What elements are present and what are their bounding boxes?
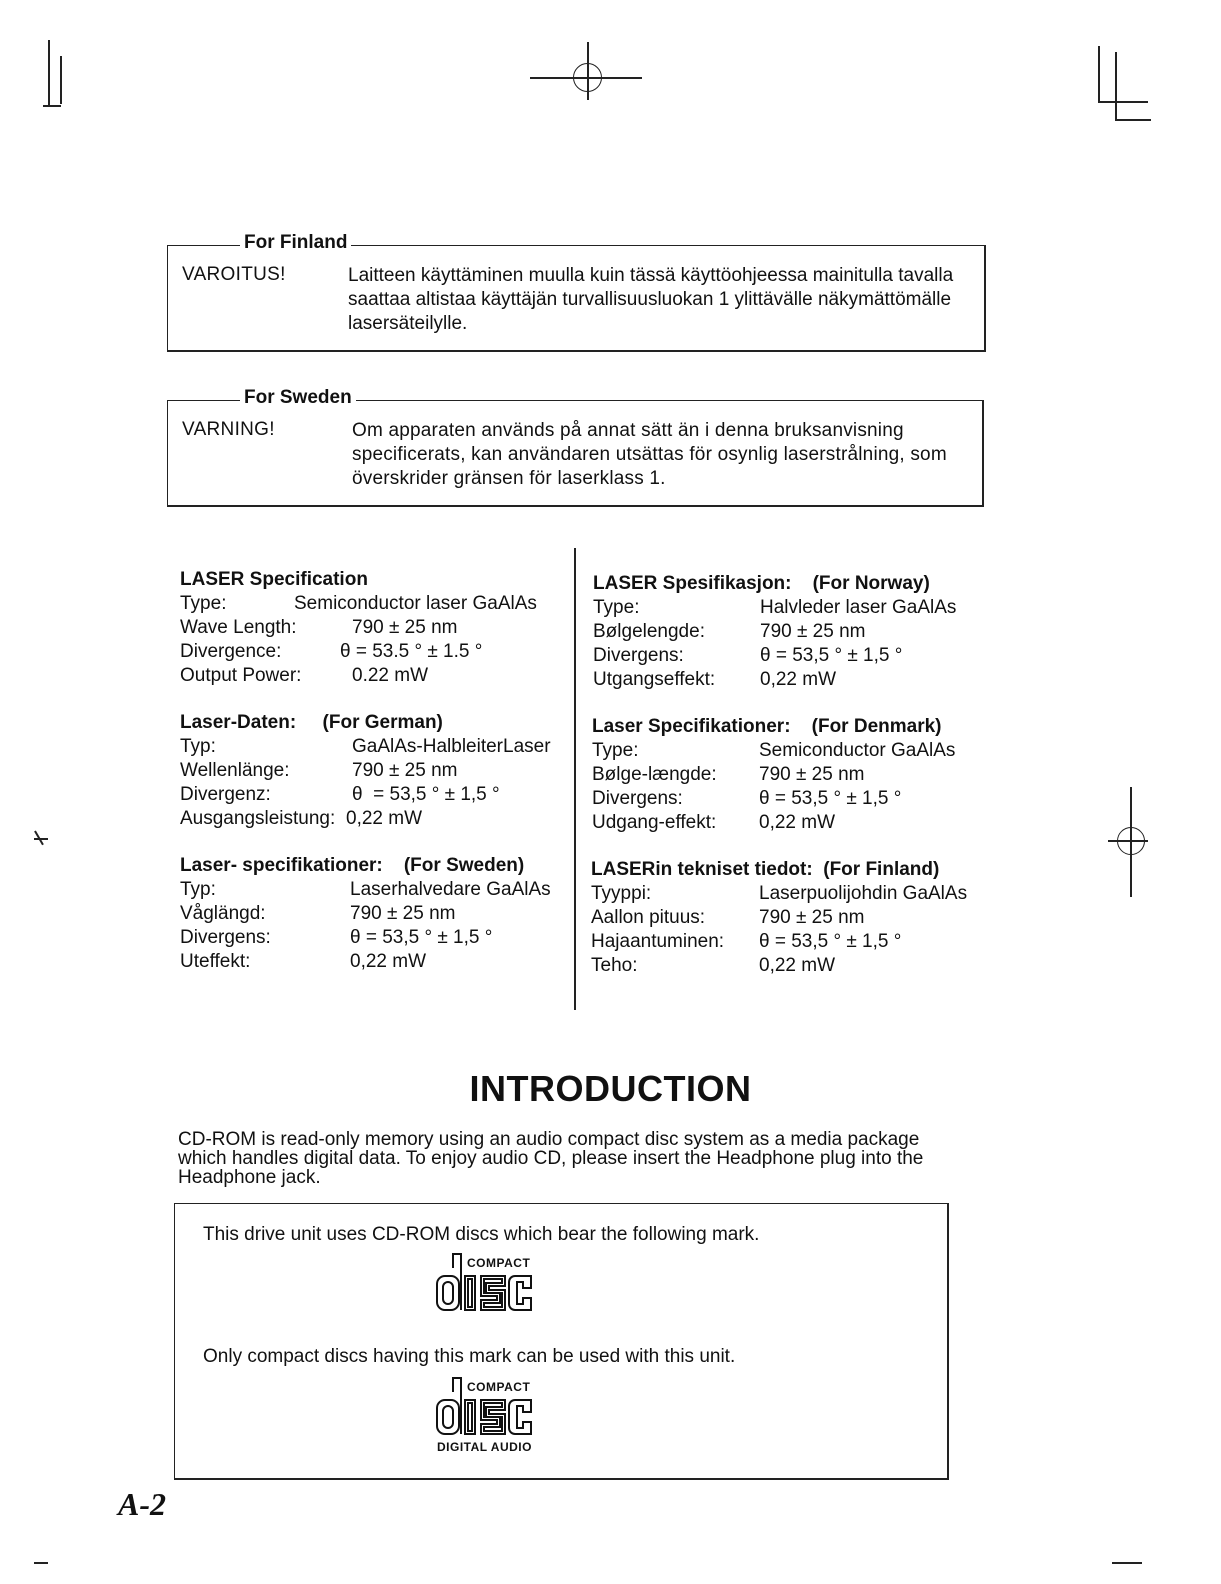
spec-row: Divergens: θ = 53,5 ° ± 1,5 °: [592, 788, 902, 809]
sweden-warning-text: Om apparaten används på annat sätt än i denna bruksanvisning specificerats, kan användaren utsättas för osynlig laserstrålning, som överskrider gränsen för laserklass 1.: [352, 420, 947, 489]
compact-disc-logo-text: COMPACT: [467, 1380, 531, 1394]
spec-row: Typ: GaAlAs-HalbleiterLaser: [180, 736, 551, 757]
digital-audio-logo-text: DIGITAL AUDIO: [437, 1440, 532, 1454]
spec-row: Ausgangsleistung: 0,22 mW: [180, 808, 423, 829]
spec-row: Aallon pituus: 790 ± 25 nm: [591, 907, 865, 928]
spec-row: Divergence: θ = 53.5 ° ± 1.5 °: [180, 641, 483, 662]
finland-warning-box: [167, 232, 986, 352]
spec-row: Divergens: θ = 53,5 ° ± 1,5 °: [180, 927, 493, 948]
spec-column-divider: [574, 548, 576, 1010]
spec-row: Tyyppi: Laserpuolijohdin GaAlAs: [591, 883, 968, 904]
spec-row: Utgangseffekt: 0,22 mW: [593, 669, 837, 690]
spec-title: Laser Specifikationer: (For Denmark): [592, 716, 942, 737]
spec-title: Laser-Daten: (For German): [180, 712, 443, 733]
sweden-legend: For Sweden: [240, 387, 356, 409]
compact-disc-logo: [433, 1250, 553, 1314]
spec-finland: [591, 858, 991, 978]
disc-mark-restriction-text: Only compact discs having this mark can be used with this unit.: [203, 1346, 736, 1367]
spec-row: Våglängd: 790 ± 25 nm: [180, 903, 456, 924]
spec-row: Typ: Laserhalvedare GaAlAs: [180, 879, 551, 900]
spec-title: LASER Spesifikasjon: (For Norway): [593, 573, 930, 594]
spec-row: Udgang-effekt: 0,22 mW: [592, 812, 836, 833]
spec-row: Wellenlänge: 790 ± 25 nm: [180, 760, 458, 781]
spec-row: Divergenz: θ = 53,5 ° ± 1,5 °: [180, 784, 500, 805]
spec-row: Bølge-længde: 790 ± 25 nm: [592, 764, 865, 785]
page-number: A-2: [118, 1486, 166, 1522]
finland-warning-label: VAROITUS!: [182, 264, 286, 285]
disc-mark-intro-text: This drive unit uses CD-ROM discs which bear the following mark.: [203, 1224, 760, 1245]
spec-english: [180, 568, 570, 688]
compact-disc-digital-audio-logo: [433, 1374, 563, 1454]
spec-german: [180, 711, 570, 831]
spec-title: Laser- specifikationer: (For Sweden): [180, 855, 525, 876]
spec-title: LASER Specification: [180, 569, 368, 590]
compact-disc-mark-box: [174, 1203, 949, 1480]
spec-row: Bølgelengde: 790 ± 25 nm: [593, 621, 866, 642]
spec-row: Uteffekt: 0,22 mW: [180, 951, 427, 972]
spec-title: LASERin tekniset tiedot: (For Finland): [591, 859, 940, 880]
spec-row: Hajaantuminen: θ = 53,5 ° ± 1,5 °: [591, 931, 902, 952]
spec-norway: [593, 572, 993, 692]
introduction-text: CD-ROM is read-only memory using an audio compact disc system as a media package which handles digital data. To enjoy audio CD, please insert the Headphone plug into the Headphone jack.: [178, 1129, 924, 1188]
spec-row: Type: Semiconductor GaAlAs: [592, 740, 956, 761]
sweden-warning-label: VARNING!: [182, 419, 275, 440]
spec-swedish: [180, 854, 570, 974]
spec-row: Output Power: 0.22 mW: [180, 665, 429, 686]
spec-denmark: [592, 715, 992, 835]
finland-legend: For Finland: [240, 232, 351, 254]
spec-row: Teho: 0,22 mW: [591, 955, 836, 976]
sweden-warning-box: [167, 387, 984, 507]
finland-warning-text: Laitteen käyttäminen muulla kuin tässä käyttöohjeessa mainitulla tavalla saattaa altistaa käyttäjän turvallisuusluokan 1 ylittävälle näkymättömälle lasersäteilylle.: [348, 265, 954, 334]
spec-row: Wave Length: 790 ± 25 nm: [180, 617, 458, 638]
introduction-heading: INTRODUCTION: [469, 1068, 752, 1109]
spec-row: Type: Halvleder laser GaAlAs: [593, 597, 957, 618]
spec-row: Divergens: θ = 53,5 ° ± 1,5 °: [593, 645, 903, 666]
spec-row: Type: Semiconductor laser GaAlAs: [180, 593, 537, 614]
compact-disc-logo-text: COMPACT: [467, 1256, 531, 1270]
